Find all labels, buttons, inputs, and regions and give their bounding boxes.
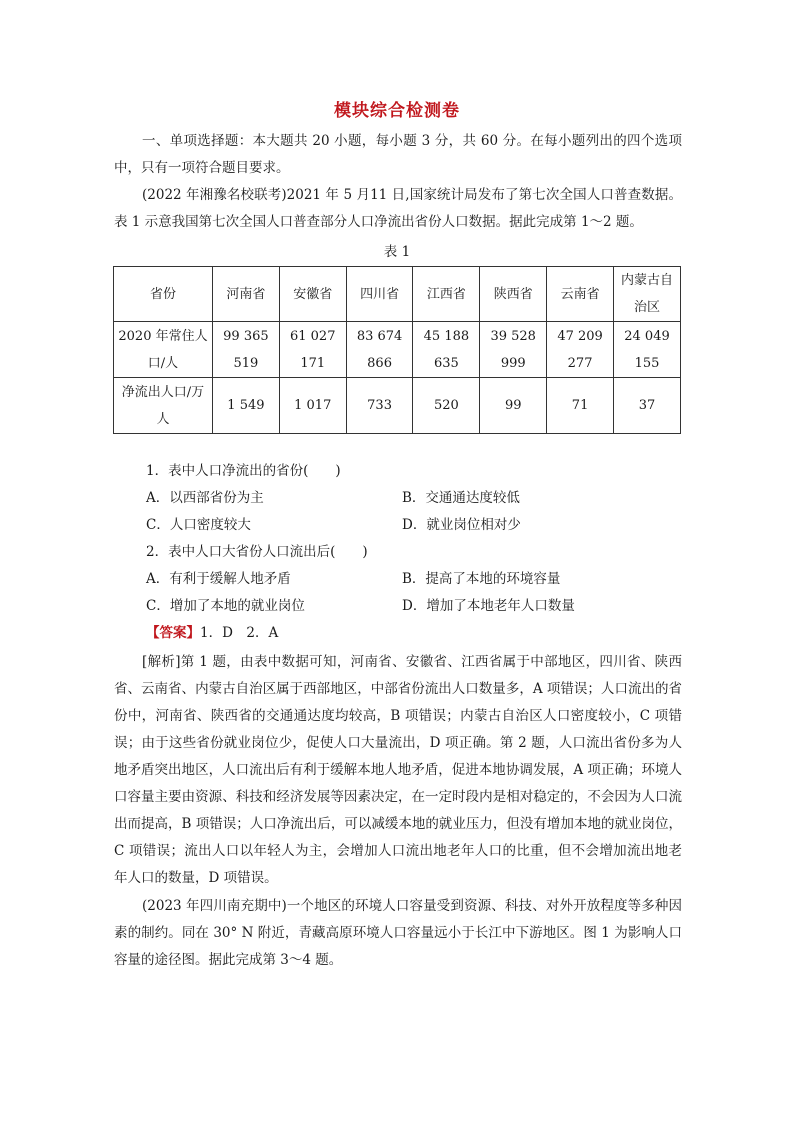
table-cell: 47 209 277 — [547, 322, 614, 378]
table-cell: 83 674 866 — [346, 322, 413, 378]
question-2-stem: 2．表中人口大省份人口流出后( ) — [146, 544, 368, 560]
population-table — [113, 266, 681, 434]
table-cell: 1 549 — [213, 378, 280, 434]
table-caption: 表 1 — [383, 244, 411, 260]
material-1: (2022 年湘豫名校联考)2021 年 5 月11 日,国家统计局发布了第七次全国人口普查数据。表 1 示意我国第七次全国人口普查部分人口净流出省份人口数据。据此完成第 1～2 题。 — [114, 187, 682, 230]
document-title: 模块综合检测卷 — [334, 101, 460, 121]
question-1-option-b: B．交通通达度较低 — [402, 490, 520, 506]
question-2-option-c: C．增加了本地的就业岗位 — [146, 598, 305, 614]
table-header-cell: 云南省 — [547, 267, 614, 322]
table-row — [114, 322, 681, 378]
question-2-option-d: D．增加了本地老年人口数量 — [402, 598, 575, 614]
table-cell: 99 — [480, 378, 547, 434]
table-cell: 24 049 155 — [614, 322, 681, 378]
material-2: (2023 年四川南充期中)一个地区的环境人口容量受到资源、科技、对外开放程度等多种因素的制约。同在 30° N 附近，青藏高原环境人口容量远小于长江中下游地区。图 1 为影响人口容量的途径图。据此完成第 3～4 题。 — [114, 898, 682, 968]
answer-tag: 【答案】 — [146, 625, 200, 641]
table-header-row — [114, 267, 681, 322]
table-cell: 99 365 519 — [213, 322, 280, 378]
answer-text: 1．D 2．A — [200, 625, 279, 641]
table-cell: 61 027 171 — [279, 322, 346, 378]
table-row-label: 净流出人口/万人 — [114, 378, 213, 434]
table-cell: 520 — [413, 378, 480, 434]
table-row-label: 2020 年常住人口/人 — [114, 322, 213, 378]
table-cell: 45 188 635 — [413, 322, 480, 378]
question-1-option-d: D．就业岗位相对少 — [402, 517, 521, 533]
question-1-stem: 1．表中人口净流出的省份( ) — [146, 463, 341, 479]
analysis-paragraph: [解析]第 1 题，由表中数据可知，河南省、安徽省、江西省属于中部地区，四川省、陕西省、云南省、内蒙古自治区属于西部地区，中部省份流出人口数量多，A 项错误；人口流出的省份中，河南省、陕西省的交通通达度均较高，B 项错误；内蒙古自治区人口密度较小，C 项错误；由于这些省份就业岗位少，促使人口大量流出，D 项正确。第 2 题，人口流出省份多为人地矛盾突出地区，人口流出后有利于缓解本地人地矛盾，促进本地协调发展，A 项正确；环境人口容量主要由资源、科技和经济发展等因素决定，在一定时段内是相对稳定的，不会因为人口流出而提高，B 项错误；人口净流出后，可以减缓本地的就业压力，但没有增加本地的就业岗位，C 项错误；流出人口以年轻人为主，会增加人口流出地老年人口的比重，但不会增加流出地老年人口的数量，D 项错误。 — [114, 654, 682, 886]
question-1-option-c: C．人口密度较大 — [146, 517, 251, 533]
table-header-cell: 四川省 — [346, 267, 413, 322]
section-intro: 一、单项选择题：本大题共 20 小题，每小题 3 分，共 60 分。在每小题列出的四个选项中，只有一项符合题目要求。 — [114, 133, 682, 176]
question-2-option-b: B．提高了本地的环境容量 — [402, 571, 561, 587]
answer-line — [146, 623, 278, 643]
table-header-cell: 省份 — [114, 267, 213, 322]
table-header-cell: 河南省 — [213, 267, 280, 322]
table-cell: 1 017 — [279, 378, 346, 434]
table-cell: 37 — [614, 378, 681, 434]
table-header-cell: 内蒙古自治区 — [614, 267, 681, 322]
table-header-cell: 江西省 — [413, 267, 480, 322]
table-cell: 71 — [547, 378, 614, 434]
table-cell: 39 528 999 — [480, 322, 547, 378]
table-header-cell: 安徽省 — [279, 267, 346, 322]
question-1-option-a: A．以西部省份为主 — [146, 490, 264, 506]
table-cell: 733 — [346, 378, 413, 434]
table-header-cell: 陕西省 — [480, 267, 547, 322]
table-row — [114, 378, 681, 434]
question-2-option-a: A．有利于缓解人地矛盾 — [146, 571, 291, 587]
